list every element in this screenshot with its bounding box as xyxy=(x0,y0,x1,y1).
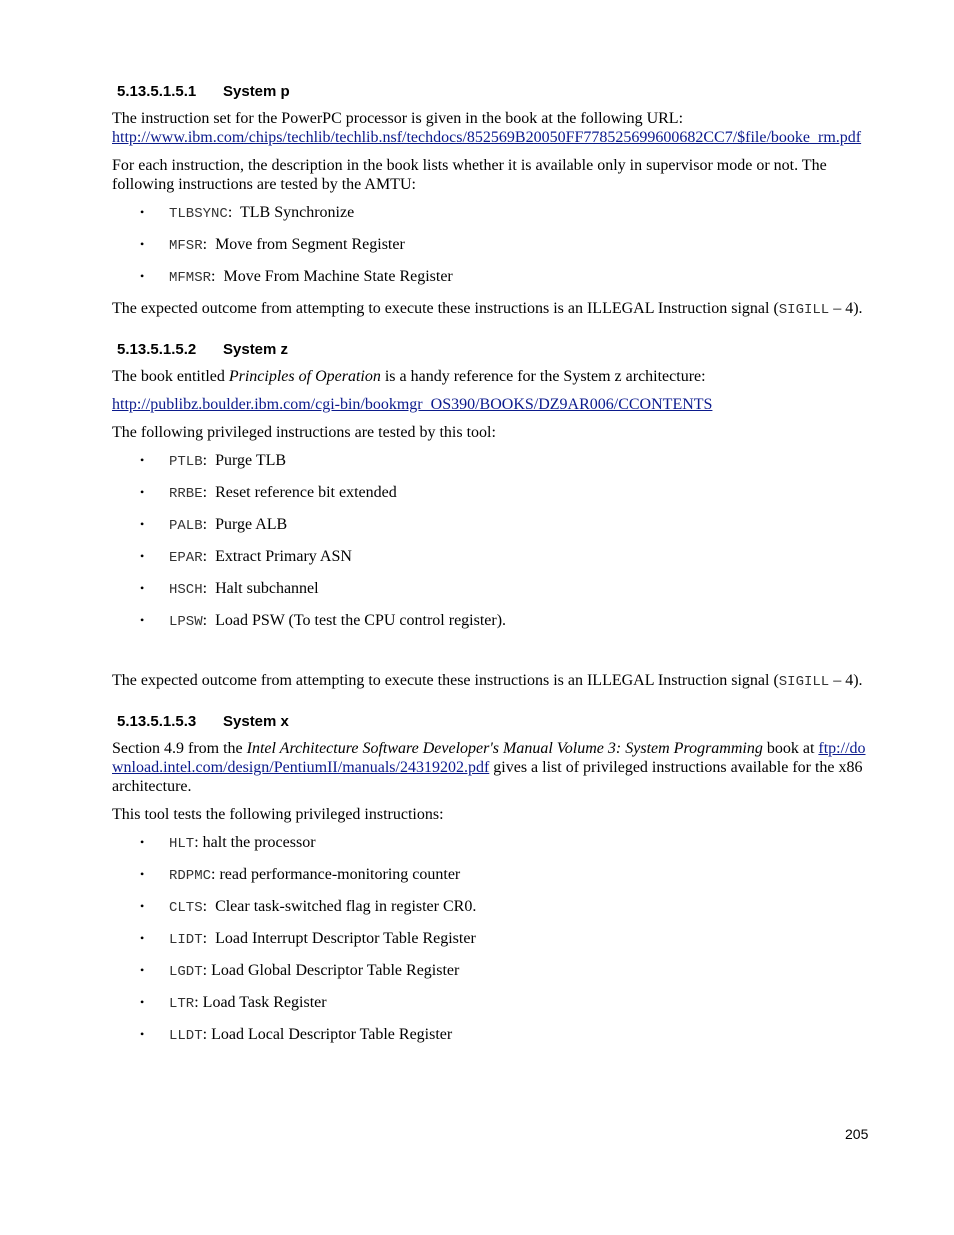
list-item xyxy=(112,579,872,600)
book-title: Principles of Operation xyxy=(228,368,381,385)
section-system-p xyxy=(112,82,872,320)
instruction-description: TLB Synchronize xyxy=(239,204,355,221)
instruction-code: HSCH xyxy=(169,582,203,598)
intro-tail: is a handy reference for the System z architecture: xyxy=(380,368,706,385)
separator: : xyxy=(202,236,216,253)
separator: : xyxy=(202,452,216,469)
outcome-text: The expected outcome from attempting to execute these instructions is an ILLEGAL Instruction signal ( xyxy=(112,672,779,689)
instruction-code: LLDT xyxy=(169,1028,203,1044)
instruction-list xyxy=(112,451,872,632)
instruction-code: CLTS xyxy=(169,900,203,916)
paragraph-description: This tool tests the following privileged instructions: xyxy=(112,806,444,823)
booke-rm-link[interactable]: http://www.ibm.com/chips/techlib/techlib.nsf/techdocs/852569B20050FF778525699600682CC7/$file/booke_rm.pdf xyxy=(112,129,862,146)
instruction-code: RDPMC xyxy=(169,868,212,884)
list-item xyxy=(112,547,872,568)
list-item xyxy=(112,833,872,854)
outcome-tail: – 4). xyxy=(829,672,863,689)
section-heading xyxy=(117,712,872,731)
instruction-description: Clear task-switched flag in register CR0. xyxy=(215,898,477,915)
section-number: 5.13.5.1.5.3 xyxy=(117,713,197,730)
instruction-code: LPSW xyxy=(169,614,203,630)
instruction-description: Purge TLB xyxy=(215,452,287,469)
instruction-description: Load Global Descriptor Table Register xyxy=(211,962,460,979)
separator: : xyxy=(194,834,203,851)
bullet-icon: • xyxy=(140,995,145,1009)
section-number: 5.13.5.1.5.1 xyxy=(117,83,197,100)
list-item xyxy=(112,865,872,886)
instruction-list xyxy=(112,203,872,288)
list-item xyxy=(112,961,872,982)
instruction-description: read performance-monitoring counter xyxy=(219,866,461,883)
paragraph-description: The following privileged instructions are tested by this tool: xyxy=(112,424,496,441)
separator: : xyxy=(202,962,212,979)
list-item xyxy=(112,929,872,950)
list-item xyxy=(112,993,872,1014)
bullet-icon: • xyxy=(140,269,145,283)
separator: : xyxy=(202,612,216,629)
section-heading xyxy=(117,82,872,101)
instruction-code: MFMSR xyxy=(169,270,212,286)
separator: : xyxy=(202,516,216,533)
instruction-description: Load Interrupt Descriptor Table Register xyxy=(215,930,476,947)
separator: : xyxy=(202,484,216,501)
section-title: System p xyxy=(223,83,290,100)
instruction-list xyxy=(112,833,872,1046)
list-item xyxy=(112,483,872,504)
separator: : xyxy=(202,548,216,565)
instruction-description: Move From Machine State Register xyxy=(223,268,453,285)
section-title: System z xyxy=(223,341,289,358)
section-title: System x xyxy=(223,713,289,730)
instruction-description: Reset reference bit extended xyxy=(215,484,397,501)
instruction-description: Halt subchannel xyxy=(215,580,319,597)
instruction-description: halt the processor xyxy=(202,834,316,851)
outcome-tail: – 4). xyxy=(829,300,863,317)
bullet-icon: • xyxy=(140,613,145,627)
bullet-icon: • xyxy=(140,899,145,913)
section-number: 5.13.5.1.5.2 xyxy=(117,341,197,358)
list-item xyxy=(112,451,872,472)
paragraph-url xyxy=(112,395,872,414)
separator: : xyxy=(211,268,224,285)
instruction-description: Extract Primary ASN xyxy=(215,548,352,565)
page-content xyxy=(112,82,872,1060)
outcome-text: The expected outcome from attempting to execute these instructions is an ILLEGAL Instruction signal ( xyxy=(112,300,779,317)
instruction-code: MFSR xyxy=(169,238,203,254)
separator: : xyxy=(211,866,220,883)
instruction-code: EPAR xyxy=(169,550,203,566)
intro-text: The instruction set for the PowerPC processor is given in the book at the following URL: xyxy=(112,110,684,127)
paragraph-outcome xyxy=(112,671,872,692)
section-heading xyxy=(117,340,872,359)
bullet-icon: • xyxy=(140,1027,145,1041)
paragraph-intro xyxy=(112,739,872,796)
instruction-code: LGDT xyxy=(169,964,203,980)
intro-mid: book at xyxy=(762,740,819,757)
bullet-icon: • xyxy=(140,867,145,881)
instruction-code: LTR xyxy=(169,996,195,1012)
signal-code: SIGILL xyxy=(778,302,830,318)
separator: : xyxy=(202,580,216,597)
section-system-z xyxy=(112,340,872,692)
separator: : xyxy=(202,1026,212,1043)
paragraph-intro xyxy=(112,109,872,147)
bullet-icon: • xyxy=(140,549,145,563)
bullet-icon: • xyxy=(140,581,145,595)
intro-tail: gives a list of privileged instructions available for the x86 architecture. xyxy=(112,759,863,795)
separator: : xyxy=(227,204,240,221)
list-item xyxy=(112,897,872,918)
list-item xyxy=(112,267,872,288)
separator: : xyxy=(194,994,203,1011)
instruction-code: PTLB xyxy=(169,454,203,470)
instruction-code: LIDT xyxy=(169,932,203,948)
signal-code: SIGILL xyxy=(778,674,830,690)
list-item xyxy=(112,515,872,536)
instruction-code: PALB xyxy=(169,518,203,534)
instruction-description: Load Local Descriptor Table Register xyxy=(211,1026,453,1043)
intro-text: The book entitled xyxy=(112,368,229,385)
bullet-icon: • xyxy=(140,485,145,499)
manual-title: Intel Architecture Software Developer's Manual Volume 3: System Programming xyxy=(246,740,763,757)
paragraph-outcome xyxy=(112,299,872,320)
instruction-description: Move from Segment Register xyxy=(215,236,405,253)
bullet-icon: • xyxy=(140,835,145,849)
list-item xyxy=(112,235,872,256)
instruction-code: HLT xyxy=(169,836,195,852)
instruction-code: TLBSYNC xyxy=(169,206,228,222)
instruction-description: Load PSW (To test the CPU control register). xyxy=(215,612,507,629)
bullet-icon: • xyxy=(140,237,145,251)
paragraph-intro xyxy=(112,367,872,386)
instruction-description: Purge ALB xyxy=(215,516,288,533)
intro-text: Section 4.9 from the xyxy=(112,740,247,757)
bullet-icon: • xyxy=(140,931,145,945)
paragraph-description: For each instruction, the description in the book lists whether it is available only in supervisor mode or not. The following instructions are tested by the AMTU: xyxy=(112,157,827,193)
section-system-x xyxy=(112,712,872,1046)
page-number: 205 xyxy=(845,1126,869,1142)
bullet-icon: • xyxy=(140,453,145,467)
principles-of-operation-link[interactable]: http://publibz.boulder.ibm.com/cgi-bin/bookmgr_OS390/BOOKS/DZ9AR006/CCONTENTS xyxy=(112,396,713,413)
instruction-code: RRBE xyxy=(169,486,203,502)
separator: : xyxy=(202,898,216,915)
instruction-description: Load Task Register xyxy=(202,994,327,1011)
intel-manual-link[interactable]: ftp://download.intel.com/design/PentiumII/manuals/24319202.pdf xyxy=(112,740,866,776)
bullet-icon: • xyxy=(140,517,145,531)
spacer xyxy=(112,643,872,671)
bullet-icon: • xyxy=(140,205,145,219)
list-item xyxy=(112,203,872,224)
list-item xyxy=(112,611,872,632)
separator: : xyxy=(202,930,216,947)
list-item xyxy=(112,1025,872,1046)
bullet-icon: • xyxy=(140,963,145,977)
